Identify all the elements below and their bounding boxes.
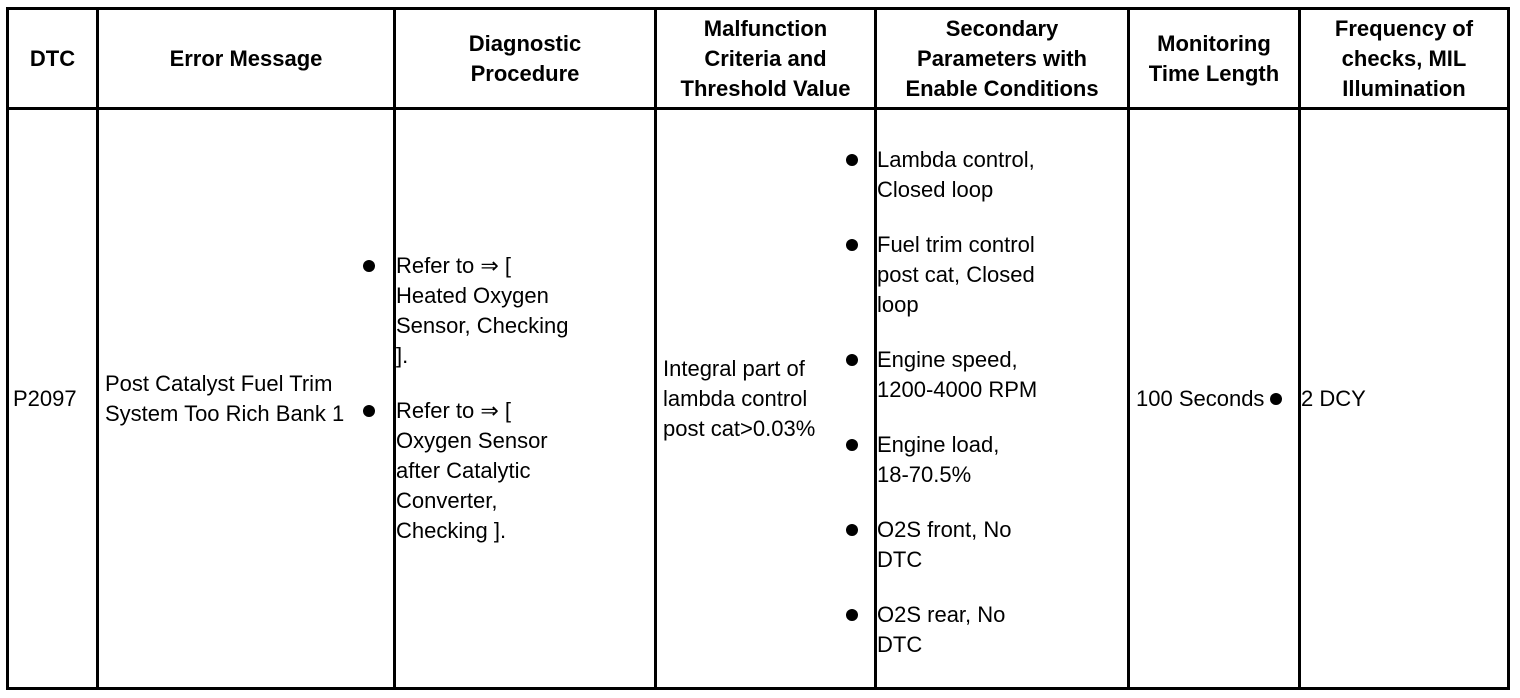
- bullet-icon: [363, 260, 375, 272]
- cell-secondary-parameters: [876, 109, 1129, 689]
- bullet-icon: [1270, 393, 1282, 405]
- list-item: Engine load, 18-70.5%: [877, 430, 1127, 490]
- cell-error-message: Post Catalyst Fuel Trim System Too Rich Bank 1: [98, 109, 395, 689]
- bullet-icon: [846, 354, 858, 366]
- list-item: Refer to ⇒ [ Heated Oxygen Sensor, Checking ].: [396, 251, 654, 371]
- frequency-list: [1301, 384, 1507, 414]
- list-item: Fuel trim control post cat, Closed loop: [877, 230, 1127, 320]
- list-item: Refer to ⇒ [ Oxygen Sensor after Catalytic Converter, Checking ].: [396, 396, 654, 546]
- dtc-code: P2097: [13, 385, 77, 411]
- header-monitoring-time: Monitoring Time Length: [1129, 9, 1300, 109]
- list-item: O2S rear, No DTC: [877, 600, 1127, 660]
- procedure-list: [396, 251, 654, 546]
- header-row: [8, 9, 1509, 109]
- cell-diagnostic-procedure: [395, 109, 656, 689]
- list-item: O2S front, No DTC: [877, 515, 1127, 575]
- bullet-icon: [846, 524, 858, 536]
- header-malfunction-criteria: Malfunction Criteria and Threshold Value: [656, 9, 876, 109]
- header-secondary-parameters: Secondary Parameters with Enable Conditions: [876, 9, 1129, 109]
- monitoring-time-value: 100 Seconds: [1136, 385, 1265, 411]
- header-frequency-mil: Frequency of checks, MIL Illumination: [1300, 9, 1509, 109]
- table-row: [8, 109, 1509, 689]
- bullet-icon: [363, 405, 375, 417]
- bullet-icon: [846, 239, 858, 251]
- cell-frequency-mil: [1300, 109, 1509, 689]
- bullet-icon: [846, 609, 858, 621]
- list-item: Lambda control, Closed loop: [877, 145, 1127, 205]
- bullet-icon: [846, 439, 858, 451]
- cell-malfunction-criteria: Integral part of lambda control post cat>0.03%: [656, 109, 876, 689]
- dtc-table: [6, 7, 1510, 690]
- cell-dtc: [8, 109, 98, 689]
- secondary-list: [877, 145, 1127, 660]
- list-item: 2 DCY: [1301, 384, 1507, 414]
- list-item: Engine speed, 1200-4000 RPM: [877, 345, 1127, 405]
- header-dtc: DTC: [8, 9, 98, 109]
- header-error-message: Error Message: [98, 9, 395, 109]
- bullet-icon: [846, 154, 858, 166]
- header-diagnostic-procedure: Diagnostic Procedure: [395, 9, 656, 109]
